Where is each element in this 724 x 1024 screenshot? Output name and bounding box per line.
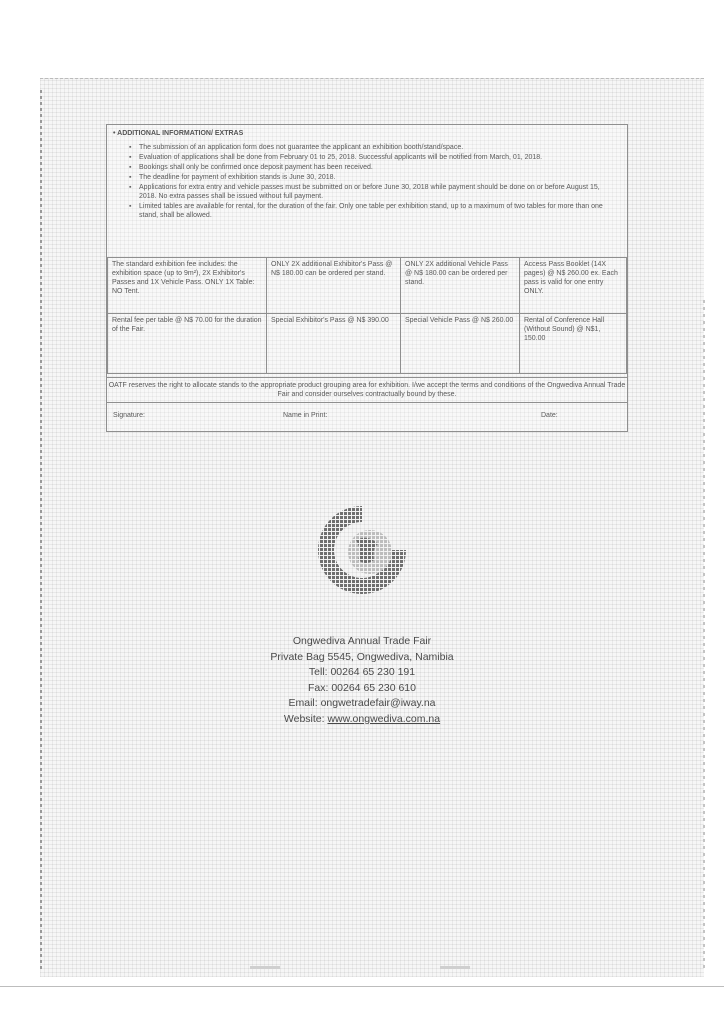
trade-fair-logo — [312, 500, 412, 600]
terms-notice: OATF reserves the right to allocate stands to the appropriate product grouping area for exhibition. I/we accept the terms and conditions of the Ongwediva Annual Trade Fair and consider ourselves contractually bound by these. — [107, 377, 627, 403]
scan-artifact — [250, 966, 280, 969]
table-cell: Special Exhibitor's Pass @ N$ 390.00 — [267, 314, 401, 374]
table-row — [108, 258, 627, 314]
signature-label: Signature: — [113, 412, 145, 419]
email: Email: ongwetradefair@iway.na — [288, 697, 436, 709]
bullet-item: ▪ Applications for extra entry and vehicle passes must be submitted on or before June 30, 2018 while payment should be done on or before August 15, 2018. No extra passes shall be issued without full payment. — [129, 183, 615, 201]
page-left-edge — [40, 90, 42, 970]
table-cell: ONLY 2X additional Vehicle Pass @ N$ 180.00 can be ordered per stand. — [401, 258, 520, 314]
fax: Fax: 00264 65 230 610 — [307, 681, 416, 694]
bullet-item: ▪ Bookings shall only be confirmed once deposit payment has been received. — [129, 163, 615, 172]
organisation-name: Ongwediva Annual Trade Fair — [292, 635, 432, 647]
website-link[interactable]: www.ongwediva.com.na — [327, 712, 441, 725]
telephone: Tell: 00264 65 230 191 — [308, 666, 416, 678]
postal-address: Private Bag 5545, Ongwediva, Namibia — [270, 650, 454, 663]
table-cell: Access Pass Booklet (14X pages) @ N$ 260.00 ex. Each pass is valid for one entry ONLY. — [520, 258, 627, 314]
scan-artifact — [440, 966, 470, 969]
website-prefix: Website: — [283, 712, 328, 725]
bullet-item: ▪ The deadline for payment of exhibition stands is June 30, 2018. — [129, 173, 615, 182]
table-row — [108, 314, 627, 374]
contact-block — [162, 634, 562, 727]
bullet-list — [129, 143, 615, 221]
table-cell: ONLY 2X additional Exhibitor's Pass @ N$ 180.00 can be ordered per stand. — [267, 258, 401, 314]
date-label: Date: — [541, 412, 558, 419]
name-in-print-label: Name in Print: — [283, 412, 328, 419]
page-right-edge — [703, 300, 705, 970]
fees-table — [107, 257, 627, 374]
signature-row — [107, 405, 627, 431]
table-cell: Special Vehicle Pass @ N$ 260.00 — [401, 314, 520, 374]
bullet-item: ▪ Evaluation of applications shall be done from February 01 to 25, 2018. Successful applicants will be notified from March, 01, 2018. — [129, 153, 615, 162]
table-cell: Rental fee per table @ N$ 70.00 for the duration of the Fair. — [108, 314, 267, 374]
table-cell: Rental of Conference Hall (Without Sound) @ N$1, 150.00 — [520, 314, 627, 374]
table-cell: The standard exhibition fee includes: the exhibition space (up to 9m²), 2X Exhibitor's Passes and 1X Vehicle Pass. ONLY 1X Table: NO Tent. — [108, 258, 267, 314]
website-line — [162, 712, 562, 728]
bullet-item: ▪ The submission of an application form does not guarantee the applicant an exhibition booth/stand/space. — [129, 143, 615, 152]
bottom-rule — [0, 986, 724, 987]
bullet-item: ▪ Limited tables are available for rental, for the duration of the fair. Only one table per exhibition stand, up to a maximum of two tables for more than one stand, shall be allowed. — [129, 202, 615, 220]
section-heading: • ADDITIONAL INFORMATION/ EXTRAS — [113, 130, 244, 137]
additional-info-box — [106, 124, 628, 432]
